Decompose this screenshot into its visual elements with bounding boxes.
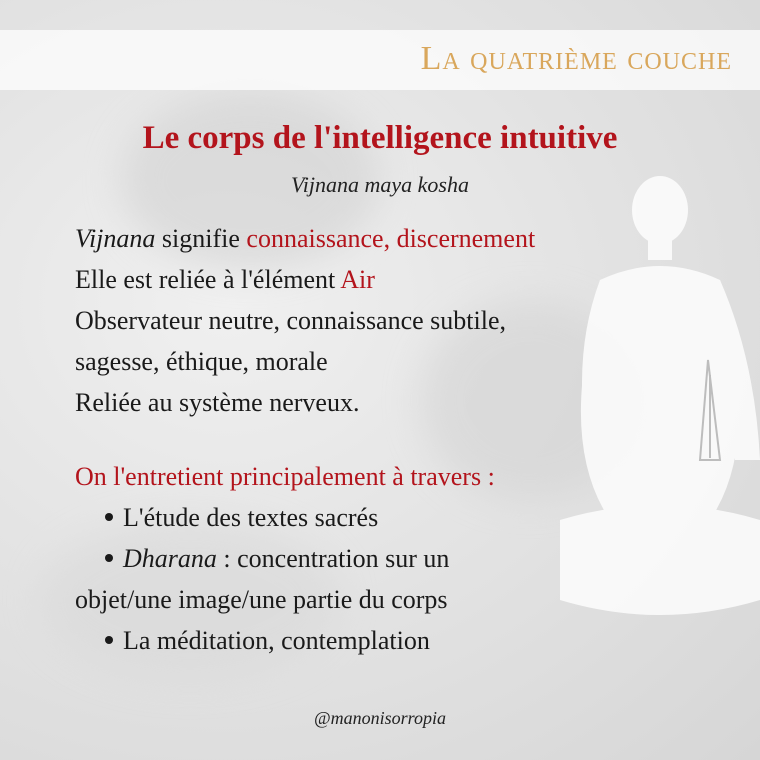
list-item-continuation: objet/une image/une partie du corps [75, 585, 448, 614]
bullet-icon [105, 513, 113, 521]
term-vijnana: Vijnana [75, 224, 156, 253]
definition-line [75, 218, 675, 259]
list-item-text: La méditation, contemplation [123, 626, 430, 655]
bullet-icon [105, 636, 113, 644]
list-item [75, 620, 675, 661]
term-dharana: Dharana [123, 544, 217, 573]
definition-highlight: connaissance, discernement [246, 224, 536, 253]
content-block [75, 218, 675, 661]
description-line: Observateur neutre, connaissance subtile, [75, 306, 507, 335]
header-title: La quatrième couche [420, 40, 732, 77]
definition-text: signifie [155, 224, 247, 253]
list-item [75, 497, 675, 538]
list-item [75, 538, 675, 579]
page-title: Le corps de l'intelligence intuitive [142, 120, 618, 156]
section-heading: On l'entretient principalement à travers : [75, 462, 495, 491]
bullet-icon [105, 554, 113, 562]
description-line: Reliée au système nerveux. [75, 388, 360, 417]
social-handle: @manonisorropia [314, 708, 446, 728]
subtitle: Vijnana maya kosha [290, 172, 469, 197]
element-highlight: Air [340, 265, 375, 294]
element-line [75, 259, 675, 300]
list-item-text: L'étude des textes sacrés [123, 503, 379, 532]
list-item-text: : concentration sur un [216, 544, 450, 573]
element-text: Elle est reliée à l'élément [75, 265, 341, 294]
description-line: sagesse, éthique, morale [75, 347, 328, 376]
